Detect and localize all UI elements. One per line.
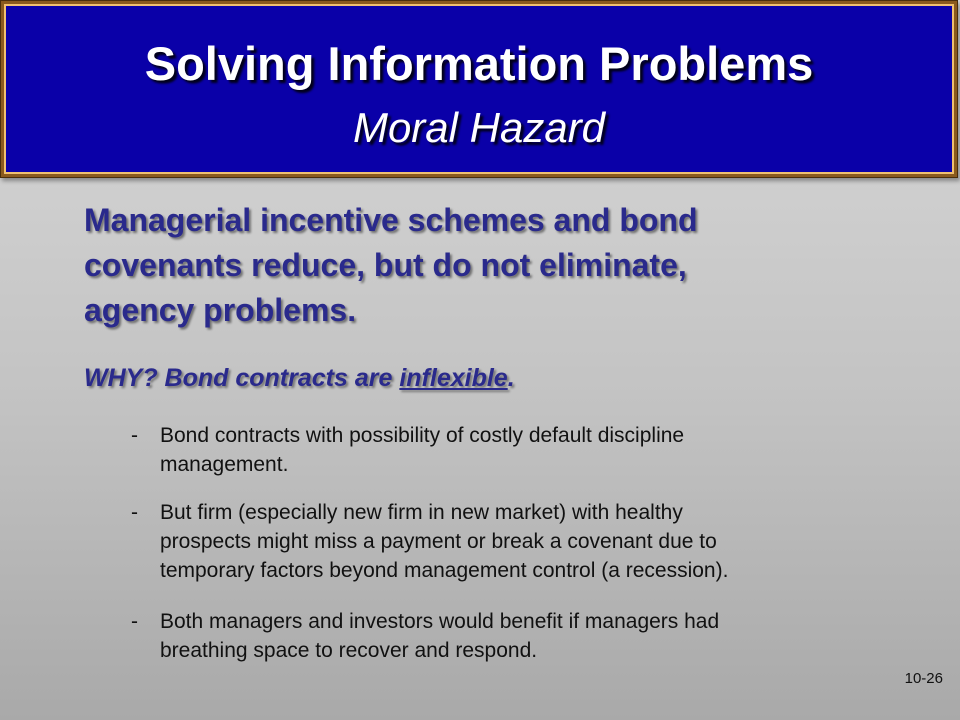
bullet-text: [160, 498, 920, 585]
title-banner: [0, 0, 958, 178]
why-underlined-word: inflexible: [399, 364, 508, 392]
bullet-dash: -: [131, 424, 138, 447]
page-number: 10-26: [904, 670, 943, 687]
bullet-dash: -: [131, 610, 138, 633]
headline: [84, 198, 904, 333]
title-banner-inner: [4, 4, 954, 174]
slide-subtitle: Moral Hazard: [352, 104, 606, 151]
bullet-line: Both managers and investors would benefit if managers had: [160, 610, 720, 633]
bullet-line: breathing space to recover and respond.: [160, 639, 538, 662]
headline-line: agency problems.: [84, 292, 357, 328]
why-prefix: WHY? Bond contracts are: [84, 364, 400, 392]
bullet-dash: -: [131, 501, 138, 524]
slide-title: Solving Information Problems: [144, 37, 814, 90]
why-suffix: .: [507, 364, 515, 392]
headline-line: covenants reduce, but do not eliminate,: [84, 247, 687, 283]
why-statement: [84, 364, 515, 393]
bullet-line: prospects might miss a payment or break a covenant due to: [160, 530, 717, 553]
bullet-line: But firm (especially new firm in new market) with healthy: [160, 501, 683, 524]
headline-line: Managerial incentive schemes and bond: [84, 202, 698, 238]
bullet-text: [160, 421, 920, 479]
bullet-line: management.: [160, 453, 289, 476]
bullet-line: Bond contracts with possibility of costly default discipline: [160, 424, 685, 447]
bullet-text: [160, 607, 920, 665]
bullet-line: temporary factors beyond management control (a recession).: [160, 559, 729, 582]
